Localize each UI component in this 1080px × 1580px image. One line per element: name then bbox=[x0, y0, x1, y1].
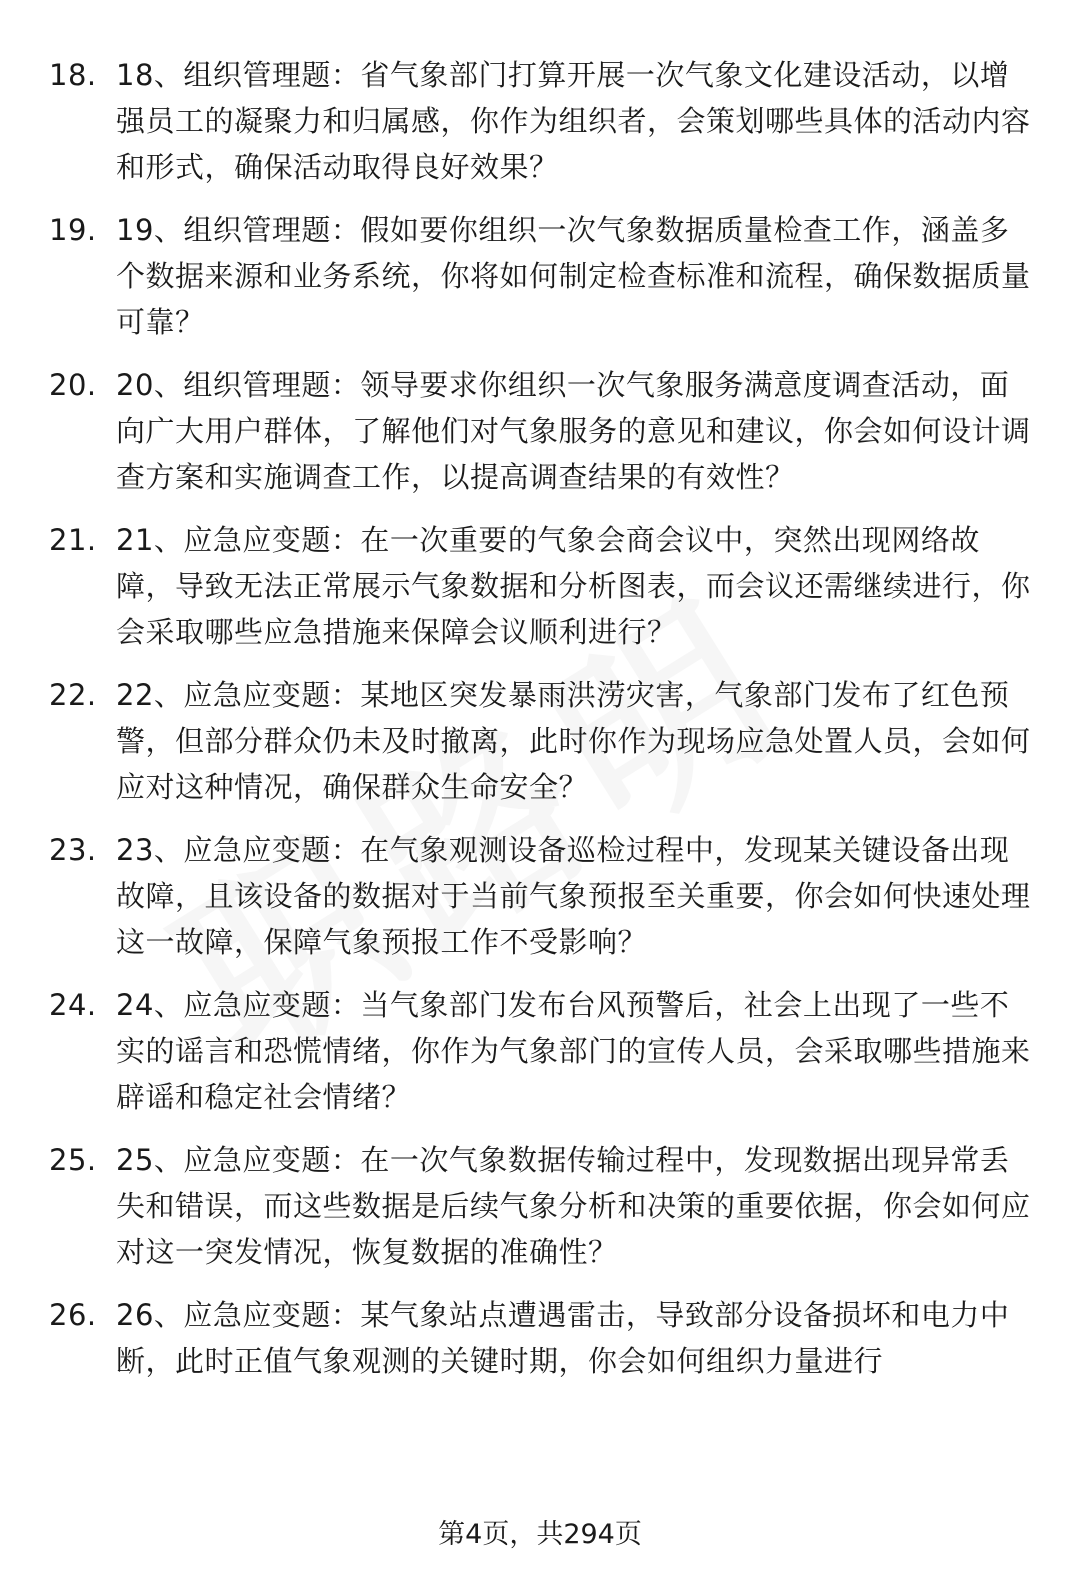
question-item bbox=[0, 362, 1080, 500]
question-item bbox=[0, 52, 1080, 190]
question-item bbox=[0, 982, 1080, 1120]
question-number: 26. bbox=[49, 1298, 97, 1332]
question-text: 25、应急应变题：在一次气象数据传输过程中，发现数据出现异常丢失和错误，而这些数据是后续气象分析和决策的重要依据，你会如何应对这一突发情况，恢复数据的准确性？ bbox=[116, 1143, 1031, 1269]
question-text: 23、应急应变题：在气象观测设备巡检过程中，发现某关键设备出现故障，且该设备的数据对于当前气象预报至关重要，你会如何快速处理这一故障，保障气象预报工作不受影响？ bbox=[116, 833, 1031, 959]
question-item bbox=[0, 672, 1080, 810]
question-item bbox=[0, 207, 1080, 345]
question-list bbox=[0, 52, 1080, 1401]
question-text: 22、应急应变题：某地区突发暴雨洪涝灾害，气象部门发布了红色预警，但部分群众仍未及时撤离，此时你作为现场应急处置人员，会如何应对这种情况，确保群众生命安全？ bbox=[116, 678, 1031, 804]
question-number: 21. bbox=[49, 523, 97, 557]
question-number: 23. bbox=[49, 833, 97, 867]
question-text: 20、组织管理题：领导要求你组织一次气象服务满意度调查活动，面向广大用户群体，了解他们对气象服务的意见和建议，你会如何设计调查方案和实施调查工作，以提高调查结果的有效性？ bbox=[116, 368, 1031, 494]
question-number: 18. bbox=[49, 58, 97, 92]
question-number: 22. bbox=[49, 678, 97, 712]
question-item bbox=[0, 827, 1080, 965]
question-number: 24. bbox=[49, 988, 97, 1022]
question-text: 19、组织管理题：假如要你组织一次气象数据质量检查工作，涵盖多个数据来源和业务系统，你将如何制定检查标准和流程，确保数据质量可靠？ bbox=[116, 213, 1031, 339]
question-number: 20. bbox=[49, 368, 97, 402]
question-text: 18、组织管理题：省气象部门打算开展一次气象文化建设活动，以增强员工的凝聚力和归属感，你作为组织者，会策划哪些具体的活动内容和形式，确保活动取得良好效果？ bbox=[116, 58, 1031, 184]
question-item bbox=[0, 517, 1080, 655]
question-text: 26、应急应变题：某气象站点遭遇雷击，导致部分设备损坏和电力中断，此时正值气象观测的关键时期，你会如何组织力量进行 bbox=[116, 1298, 1010, 1378]
question-number: 25. bbox=[49, 1143, 97, 1177]
question-text: 21、应急应变题：在一次重要的气象会商会议中，突然出现网络故障，导致无法正常展示气象数据和分析图表，而会议还需继续进行，你会采取哪些应急措施来保障会议顺利进行？ bbox=[116, 523, 1031, 649]
question-number: 19. bbox=[49, 213, 97, 247]
question-item bbox=[0, 1137, 1080, 1275]
page-footer: 第4页，共294页 bbox=[438, 1519, 642, 1550]
question-item bbox=[0, 1292, 1080, 1384]
question-text: 24、应急应变题：当气象部门发布台风预警后，社会上出现了一些不实的谣言和恐慌情绪，你作为气象部门的宣传人员，会采取哪些措施来辟谣和稳定社会情绪？ bbox=[116, 988, 1031, 1114]
